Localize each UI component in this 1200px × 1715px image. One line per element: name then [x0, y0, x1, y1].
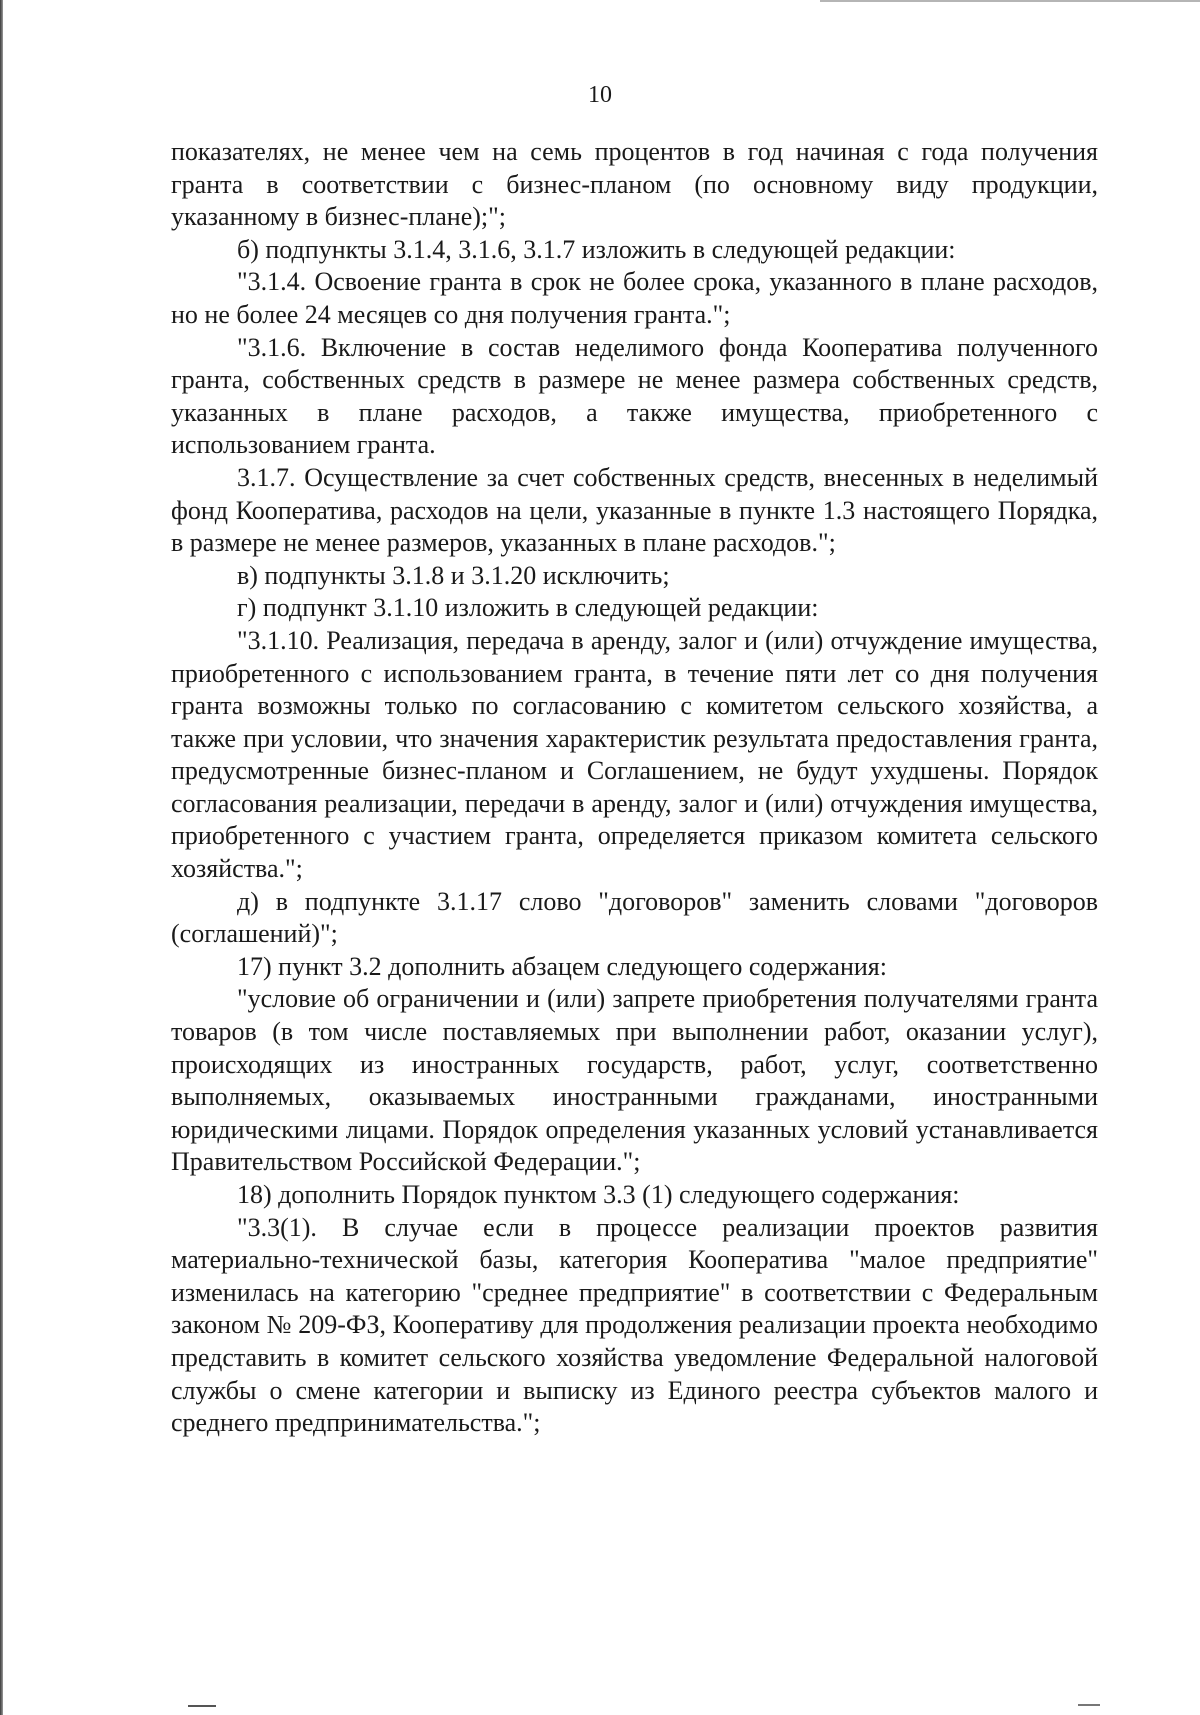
paragraph-3-1-7: 3.1.7. Осуществление за счет собственных средств, внесенных в неделимый фонд Кооператива, расходов на цели, указанные в пункте 1.3 настоящего Порядка, в размере не менее размеров, указанных в плане расходов.";: [171, 462, 1098, 558]
paragraph-item-g: г) подпункт 3.1.10 изложить в следующей редакции:: [237, 593, 819, 623]
paragraph-item-v: в) подпункты 3.1.8 и 3.1.20 исключить;: [237, 560, 670, 590]
paragraph-item-b: б) подпункты 3.1.4, 3.1.6, 3.1.7 изложить в следующей редакции:: [237, 234, 956, 264]
paragraph-3-1-4: "3.1.4. Освоение гранта в срок не более срока, указанного в плане расходов, но не более 24 месяцев со дня получения гранта.";: [171, 267, 1098, 329]
paragraph-condition: "условие об ограничении и (или) запрете приобретения получателями гранта товаров (в том числе поставляемых при выполнении работ, оказании услуг), происходящих из иностранных государств, работ, услуг, соответственно выполняемых, оказываемых иностранными гражданами, иностранными юридическими лицами. Порядок определения указанных условий устанавливается Правительством Российской Федерации.";: [171, 984, 1098, 1177]
scan-top-edge: [820, 0, 1200, 2]
paragraph-3-3-1: "3.3(1). В случае если в процессе реализации проектов развития материально-технической базы, категория Кооператива "малое предприятие" изменилась на категорию "среднее предприятие" в соответствии с Федеральным законом № 209-ФЗ, Кооперативу для продолжения реализации проекта необходимо представить в комитет сельского хозяйства уведомление Федеральной налоговой службы о смене категории и выписку из Единого реестра субъектов малого и среднего предпринимательства.";: [171, 1212, 1098, 1438]
page-number: 10: [588, 82, 612, 108]
scan-mark-right: [1078, 1704, 1100, 1706]
paragraph-item-18: 18) дополнить Порядок пунктом 3.3 (1) следующего содержания:: [237, 1180, 960, 1209]
paragraph-item-d: д) в подпункте 3.1.17 слово "договоров" заменить словами "договоров (соглашений)";: [171, 886, 1098, 949]
paragraph-continuation: показателях, не менее чем на семь процентов в год начиная с года получения гранта в соответствии с бизнес-планом (по основному виду продукции, указанному в бизнес-плане);";: [171, 137, 1098, 232]
paragraph-3-1-6: "3.1.6. Включение в состав неделимого фонда Кооператива полученного гранта, собственных средств в размере не менее размера собственных средств, указанных в плане расходов, а также имущества, приобретенного с использованием гранта.: [171, 332, 1098, 460]
scan-left-edge: [0, 0, 3, 1715]
paragraph-3-1-10: "3.1.10. Реализация, передача в аренду, залог и (или) отчуждение имущества, приобретенного с использованием гранта, в течение пяти лет со дня получения гранта возможны только по согласованию с комитетом сельского хозяйства, а также при условии, что значения характеристик результата предоставления гранта, предусмотренные бизнес-планом и Соглашением, не будут ухудшены. Порядок согласования реализации, передачи в аренду, залог и (или) отчуждения имущества, приобретенного с участием гранта, определяется приказом комитета сельского хозяйства.";: [171, 625, 1098, 884]
scan-mark-bottom: [188, 1705, 216, 1707]
document-body: [171, 136, 1098, 1440]
paragraph-item-17: 17) пункт 3.2 дополнить абзацем следующего содержания:: [237, 951, 887, 981]
